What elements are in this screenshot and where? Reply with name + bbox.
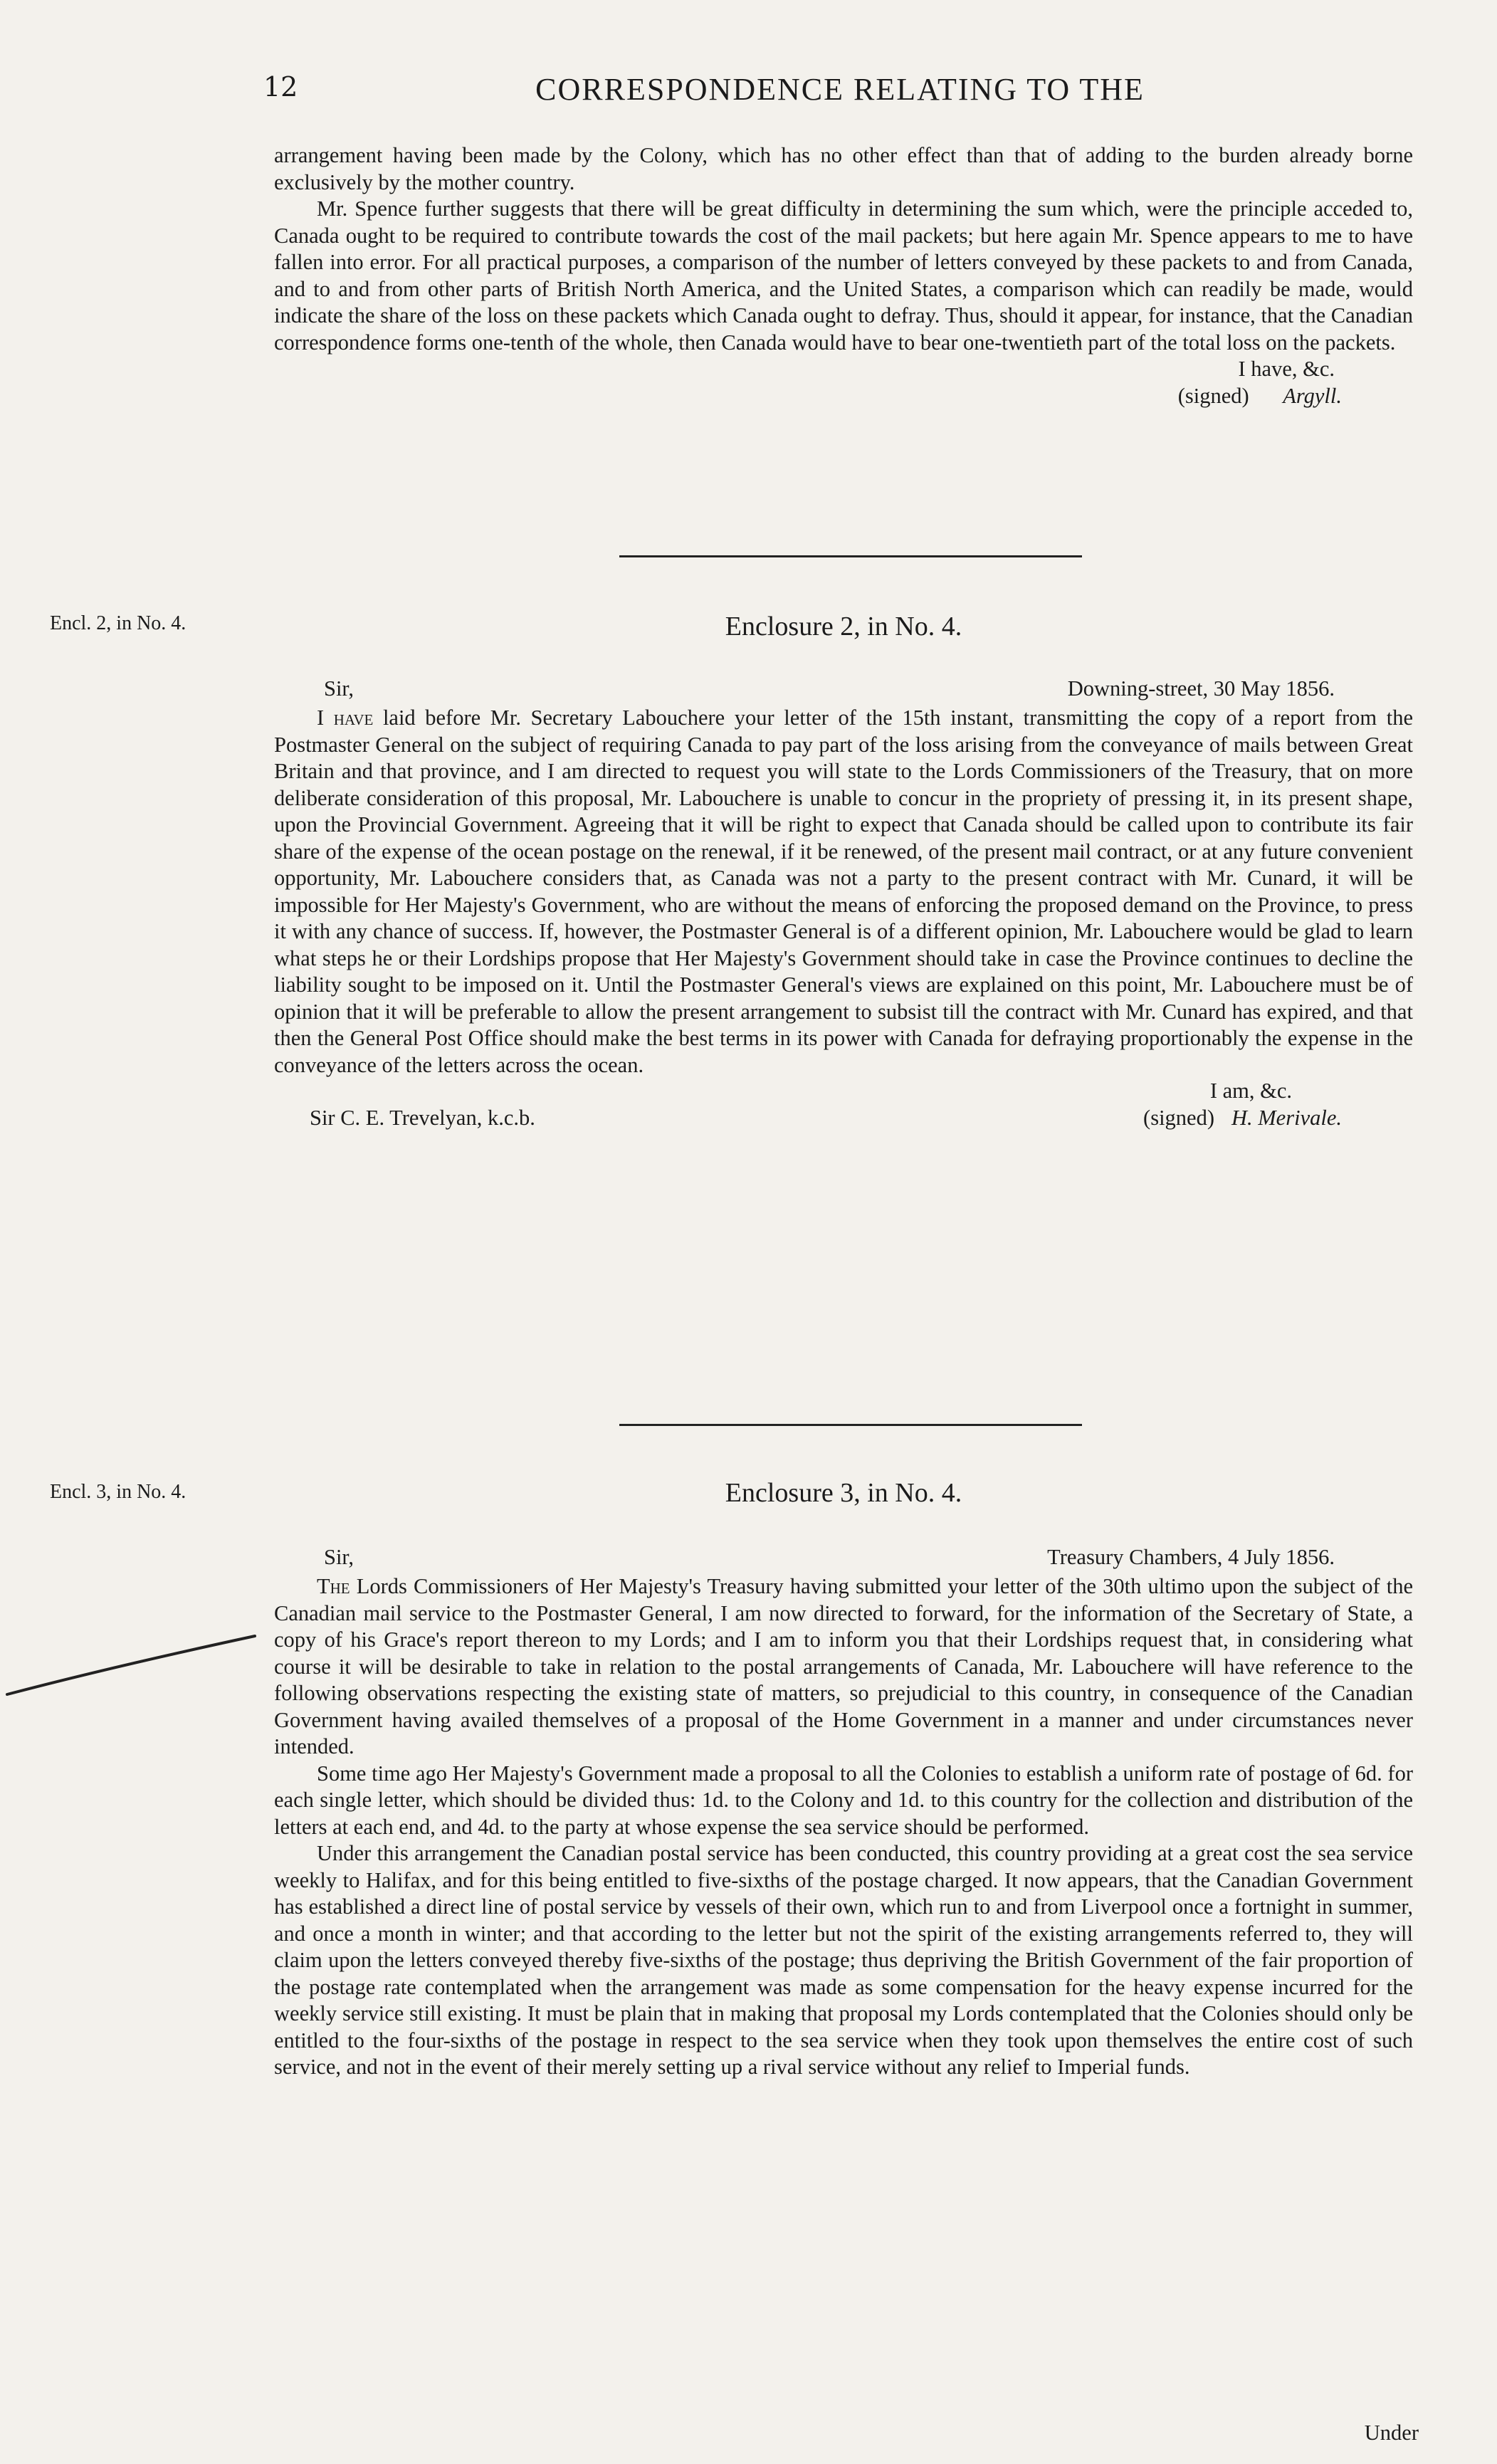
signature-line: [274, 383, 1413, 410]
continuation-section: [274, 142, 1413, 409]
continuation-paragraph-2: Mr. Spence further suggests that there will be great difficulty in determining the sum which, were the principle acceded to, Canada ought to be required to contribute towards the cost of the mail packets; but here again Mr. Spence appears to me to have fallen into error. For all practical purposes, a comparison of the number of letters conveyed by these packets to and from Canada, and to and from other parts of British North America, and the United States, a comparison which can readily be made, would indicate the share of the loss on these packets which Canada ought to defray. Thus, should it appear, for instance, that the Canadian correspondence forms one-tenth of the whole, then Canada would have to bear one-twentieth part of the total loss on the packets.: [274, 196, 1413, 355]
handwritten-margin-mark: [4, 1630, 261, 1702]
margin-note-encl-2: Encl. 2, in No. 4.: [50, 612, 187, 634]
enclosure-3-title: Enclosure 3, in No. 4.: [725, 1478, 962, 1508]
signed-label: (signed): [1143, 1106, 1214, 1130]
margin-note-encl-3: Encl. 3, in No. 4.: [50, 1481, 187, 1503]
page-number: 12: [263, 71, 298, 103]
letter-paragraph-2: Some time ago Her Majesty's Government made a proposal to all the Colonies to establish a uniform rate of postage of 6d. for each single letter, which should be divided thus: 1d. to the Colony and 1d. to this country for the collection and distribution of the letters at each end, and 4d. to the party at whose expense the sea service should be performed.: [274, 1761, 1413, 1839]
paragraph-text: Lords Commissioners of Her Majesty's Treasury having submitted your letter of the 30th ultimo upon the subject of the Canadian mail service to the Postmaster General, I am now directed to forward, for the information of the Secretary of State, a copy of his Grace's report thereon to my Lords; and I am to inform you that their Lordships request that, in considering what course it will be desirable to take in relation to the postal arrangements of Canada, Mr. Labouchere will have reference to the following observations respecting the existing state of matters, so prejudicial to this country, in consequence of the Canadian Government having availed themselves of a proposal of the Home Government in a manner and under circumstances never intended.: [274, 1574, 1413, 1758]
signature: Argyll.: [1283, 383, 1342, 408]
place-date: Downing-street, 30 May 1856.: [1067, 676, 1335, 701]
signature-block: [274, 1079, 1413, 1136]
enclosure-2-letter: [274, 676, 1413, 1136]
letter-body: [274, 705, 1413, 1079]
enclosure-2-title: Enclosure 2, in No. 4.: [725, 612, 962, 641]
signature: H. Merivale.: [1231, 1106, 1342, 1130]
running-head: [263, 71, 1417, 114]
salutation: Sir,: [324, 1545, 354, 1569]
place-date: Treasury Chambers, 4 July 1856.: [1047, 1545, 1335, 1569]
first-word: I have: [317, 706, 374, 730]
salutation: Sir,: [324, 676, 354, 701]
closing-line: I have, &c.: [1238, 357, 1335, 381]
closing-line: I am, &c.: [1209, 1079, 1292, 1103]
first-word: The: [317, 1574, 350, 1598]
letter-paragraph-3: Under this arrangement the Canadian postal service has been conducted, this country providing at a great cost the sea service weekly to Halifax, and for this being entitled to five-sixths of the postage charged. It now appears, that the Canadian Government has established a direct line of postal service by vessels of their own, which run to and from Liverpool once a fortnight in summer, and once a month in winter; and that according to the letter but not the spirit of the existing arrangements referred to, they will claim upon the letters conveyed thereby five-sixths of the postage; thus depriving the British Government of the fair proportion of the postage rate contemplated when the arrangement was made as some compensation for the heavy expense incurred for the weekly service still existing. It must be plain that in making that proposal my Lords contemplated that the Colonies should only be entitled to the four-sixths of the postage in respect to the sea service when they took upon themselves the entire cost of such service, and not in the event of their merely setting up a rival service without any relief to Imperial funds.: [274, 1841, 1413, 2079]
section-divider: [619, 1424, 1082, 1426]
salutation-row: [274, 1545, 1413, 1573]
letter-paragraph-1: [274, 1573, 1413, 1761]
salutation-row: [274, 676, 1413, 705]
catchword: Under: [1364, 2421, 1419, 2445]
section-divider: [619, 555, 1082, 557]
body-text: laid before Mr. Secretary Labouchere your letter of the 15th instant, transmitting the copy of a report from the Postmaster General on the subject of requiring Canada to pay part of the loss arising from the conveyance of mails between Great Britain and that province, and I am directed to request you will state to the Lords Commissioners of the Treasury, that on more deliberate consideration of this proposal, Mr. Labouchere is unable to concur in the propriety of pressing it, in its present shape, upon the Provincial Government. Agreeing that it will be right to expect that Canada should be called upon to contribute its fair share of the expense of the ocean postage on the renewal, if it be renewed, of the present mail contract, or at any future convenient opportunity, Mr. Labouchere considers that, as Canada was not a party to the present contract with Mr. Cunard, it will be impossible for Her Majesty's Government, who are without the means of enforcing the proposed demand on the Province, to press it with any chance of success. If, however, the Postmaster General is of a different opinion, Mr. Labouchere would be glad to learn what steps he or their Lordships propose that Her Majesty's Government should take in case the Province continues to decline the liability sought to be imposed on it. Until the Postmaster General's views are explained on this point, Mr. Labouchere must be of opinion that it will be preferable to allow the present arrangement to subsist till the contract with Mr. Cunard has expired, and that then the General Post Office should make the best terms in its power with Canada for defraying proportionably the expense in the conveyance of the letters across the ocean.: [274, 706, 1413, 1077]
continuation-paragraph-1: arrangement having been made by the Colony, which has no other effect than that of adding to the burden already borne exclusively by the mother country.: [274, 143, 1413, 194]
page-title: CORRESPONDENCE RELATING TO THE: [535, 72, 1145, 107]
addressee: Sir C. E. Trevelyan, k.c.b.: [310, 1106, 535, 1130]
enclosure-3-letter: [274, 1545, 1413, 2081]
signed-label: (signed): [1177, 383, 1249, 408]
signature-line: [1143, 1106, 1342, 1131]
